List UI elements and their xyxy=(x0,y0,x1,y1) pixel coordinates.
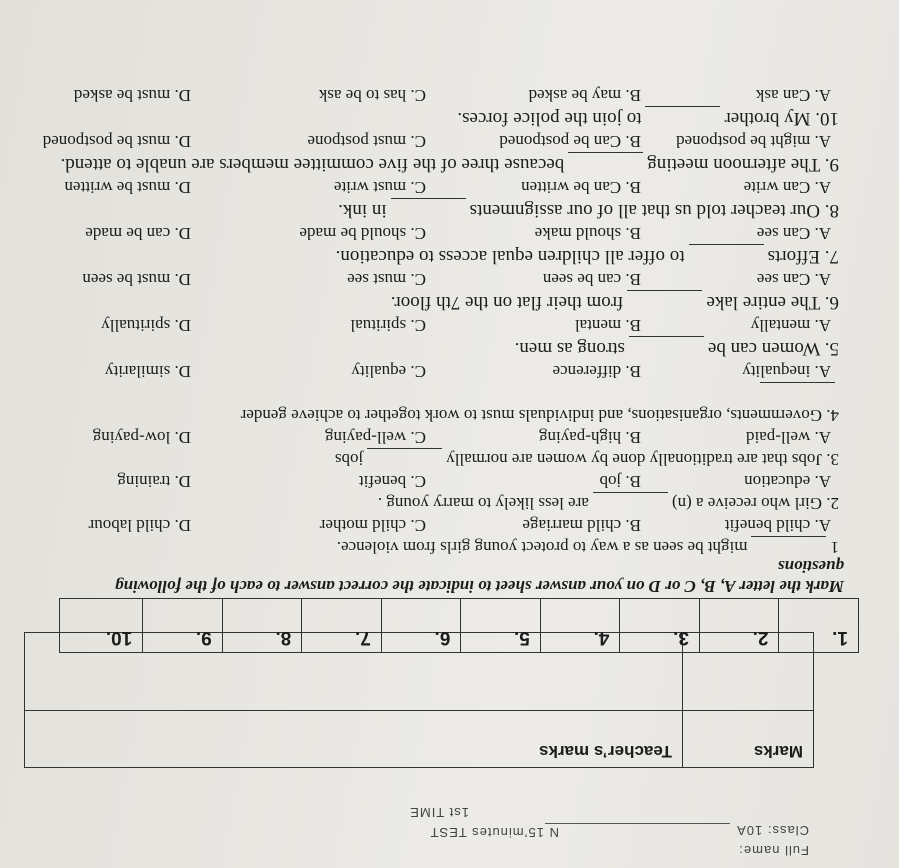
answer-blank xyxy=(593,492,668,493)
question-stem: 2. Girl who receive a (n) xyxy=(671,494,839,513)
option-d: D. must be seen xyxy=(82,270,191,289)
question-tail: to offer all children equal access to education. xyxy=(335,246,685,267)
option-b: B. job xyxy=(599,472,641,491)
answer-box: 7. xyxy=(302,599,382,653)
answer-blank xyxy=(645,106,720,107)
question-tail: jobs xyxy=(334,450,364,469)
option-a: A. education xyxy=(744,472,831,491)
option-b: B. can be seen xyxy=(542,270,641,289)
answer-blank xyxy=(629,336,704,337)
option-a: A. well-paid xyxy=(746,428,831,447)
option-c: C. must postpone xyxy=(307,132,426,151)
question-tail: might be seen as a way to protect young girls from violence. xyxy=(336,538,748,557)
answer-box: 1. xyxy=(779,599,859,653)
option-a: A. child benefit xyxy=(724,516,831,535)
time-label: 1st TIME xyxy=(409,805,469,820)
option-a: A. inequality xyxy=(742,362,831,381)
option-d: D. similarity xyxy=(105,362,191,381)
question-stem: 6. The entire lake xyxy=(706,292,839,313)
answer-box: 8. xyxy=(222,599,302,653)
option-a: A. might be postponed xyxy=(676,132,831,151)
option-a: A. Can write xyxy=(743,178,831,197)
question-stem: 7. Efforts xyxy=(767,246,839,267)
question-list xyxy=(39,84,839,558)
full-name-label: Full name: xyxy=(738,843,809,858)
answer-blank xyxy=(391,198,466,199)
option-row xyxy=(39,176,831,198)
question-item xyxy=(39,514,839,558)
question-tail: strong as men. xyxy=(514,338,625,359)
option-d: D. spiritually xyxy=(101,316,191,335)
answer-box: 6. xyxy=(381,599,461,653)
question-item xyxy=(39,84,839,130)
option-c: C. benefit xyxy=(358,472,426,491)
question-stem: 4. Governments, organisations, and individuals must to work together to achieve gender xyxy=(240,406,839,425)
option-b: B. difference xyxy=(552,362,641,381)
answer-blank xyxy=(689,244,764,245)
option-row xyxy=(39,130,831,152)
option-c: C. spiritual xyxy=(350,316,426,335)
option-row xyxy=(39,514,831,536)
answer-box: 9. xyxy=(143,599,223,653)
option-c: C. child mother xyxy=(319,516,426,535)
option-c: C. must see xyxy=(347,270,426,289)
question-stem: 3. Jobs that are traditionally done by women are normally xyxy=(446,450,839,469)
option-d: D. must be asked xyxy=(73,86,191,105)
question-stem: 1 xyxy=(830,538,839,557)
option-row xyxy=(39,360,831,382)
teachers-marks-header: Teacher’s marks xyxy=(25,711,683,768)
option-b: B. Can be written xyxy=(521,178,641,197)
option-a: A. Can see xyxy=(756,224,831,243)
answer-box: 2. xyxy=(699,599,779,653)
answer-blank xyxy=(760,382,835,383)
option-b: B. child marriage xyxy=(522,516,641,535)
question-tail: from their flat on the 7th floor. xyxy=(390,292,624,313)
name-blank xyxy=(545,823,730,824)
option-b: B. should make xyxy=(534,224,641,243)
answer-box: 5. xyxy=(461,599,541,653)
option-row xyxy=(39,314,831,336)
question-item xyxy=(39,222,839,268)
answer-blank xyxy=(752,536,827,537)
question-item xyxy=(39,426,839,470)
question-tail: to join the police forces. xyxy=(457,108,642,129)
option-c: C. equality xyxy=(351,362,426,381)
option-d: D. child labour xyxy=(88,516,191,535)
option-d: D. can be made xyxy=(85,224,191,243)
question-item xyxy=(39,268,839,314)
option-d: D. must be written xyxy=(64,178,191,197)
option-d: D. training xyxy=(117,472,191,491)
test-title: N 15’minutes TEST xyxy=(429,825,559,840)
question-stem: 8. Our teacher told us that all of our assignments xyxy=(469,200,839,221)
option-b: B. may be asked xyxy=(528,86,641,105)
answer-blank xyxy=(627,290,702,291)
option-row xyxy=(39,268,831,290)
worksheet-sheet xyxy=(29,18,869,858)
option-b: B. Can be postponed xyxy=(499,132,641,151)
option-d: D. must be postponed xyxy=(42,132,191,151)
question-item xyxy=(39,470,839,514)
question-item xyxy=(39,176,839,222)
instructions: Mark the letter A, B, C or D on your answer sheet to indicate the correct answer to each of the following questions xyxy=(115,557,844,596)
option-a: A. mentally xyxy=(750,316,831,335)
question-item xyxy=(39,130,839,176)
option-a: A. Can ask xyxy=(755,86,831,105)
question-tail: in ink. xyxy=(338,200,387,221)
option-a: A. Can see xyxy=(756,270,831,289)
option-c: C. should be made xyxy=(299,224,426,243)
answer-blank xyxy=(367,448,442,449)
marks-header: Marks xyxy=(683,711,814,768)
option-row xyxy=(39,222,831,244)
question-item xyxy=(39,314,839,360)
option-b: B. high-paying xyxy=(539,428,641,447)
option-row xyxy=(39,84,831,106)
answer-box: 4. xyxy=(540,599,620,653)
class-line xyxy=(539,823,809,838)
option-row xyxy=(39,470,831,492)
answer-box: 3. xyxy=(620,599,700,653)
option-b: B. mental xyxy=(574,316,641,335)
option-c: C. well-paying xyxy=(324,428,426,447)
option-row xyxy=(39,426,831,448)
answer-sheet-table xyxy=(59,598,859,653)
question-stem: 10. My brother xyxy=(724,108,839,129)
answer-blank xyxy=(568,152,643,153)
question-stem: 9. The afternoon meeting xyxy=(647,154,839,175)
answer-box: 10. xyxy=(60,599,143,653)
question-tail: are less likely to marry young . xyxy=(377,494,589,513)
option-d: D. low-paying xyxy=(92,428,191,447)
question-item xyxy=(39,360,839,426)
class-label: Class: 10A xyxy=(736,823,809,838)
question-tail: because three of the five committee members are unable to attend. xyxy=(60,154,565,175)
option-c: C. must write xyxy=(333,178,426,197)
option-c: C. has to be ask xyxy=(318,86,426,105)
question-stem: 5. Women can be xyxy=(707,338,839,359)
